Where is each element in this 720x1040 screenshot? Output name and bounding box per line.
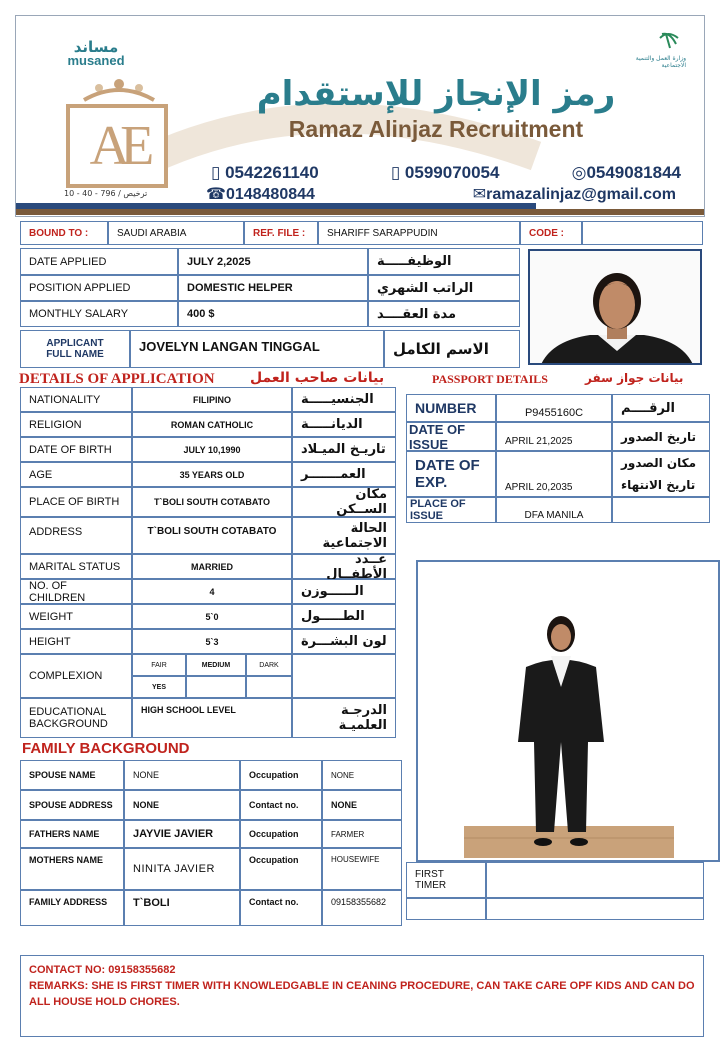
issue-date-label: DATE OF ISSUE [406, 422, 496, 451]
family-value2: HOUSEWIFE [322, 848, 402, 890]
phone-3: 0549081844 [586, 163, 681, 182]
family-heading: FAMILY BACKGROUND [22, 740, 190, 757]
place-of-issue-label: PLACE OF ISSUE [406, 497, 496, 523]
family-value: NONE [124, 790, 240, 820]
family-value: JAYVIE JAVIER [124, 820, 240, 848]
detail-label: DATE OF BIRTH [20, 437, 132, 462]
title-arabic: رمز الإنجاز للإستقدام [256, 74, 616, 114]
email: ramazalinjaz@gmail.com [486, 186, 676, 203]
name-ar: الاسم الكامل [384, 330, 520, 368]
phone-1: 0542261140 [225, 163, 319, 182]
family-key2: Occupation [240, 760, 322, 790]
experience-blank-3 [486, 898, 704, 920]
passport-heading-ar: بيانات جواز سفر [585, 371, 684, 385]
ref-label: REF. FILE : [244, 221, 318, 245]
issue-date: APRIL 21,2025 [496, 422, 612, 451]
family-key2: Contact no. [240, 890, 322, 926]
family-value2: NONE [322, 790, 402, 820]
passport-number-ar: الرقــــم [612, 394, 710, 422]
header-banner [15, 15, 705, 217]
full-body-image [418, 562, 720, 862]
salary-label: MONTHLY SALARY [20, 301, 178, 327]
passport-number-label: NUMBER [406, 394, 496, 422]
exp-date-ar [612, 451, 710, 497]
remarks-box [20, 955, 704, 1037]
family-value: NONE [124, 760, 240, 790]
detail-ar: الجنسيـــــة [292, 387, 396, 412]
position-label: POSITION APPLIED [20, 275, 178, 301]
applicant-portrait [528, 249, 702, 365]
applicant-full-body-photo [416, 560, 720, 862]
first-timer-1: FIRST [415, 869, 444, 880]
detail-label: ADDRESS [20, 517, 132, 554]
title-english: Ramaz Alinjaz Recruitment [288, 116, 584, 142]
passport-heading: PASSPORT DETAILS [432, 372, 548, 386]
landline: 0148480844 [225, 186, 315, 203]
family-key2: Contact no. [240, 790, 322, 820]
contact-row-2 [206, 184, 676, 204]
family-key2: Occupation [240, 820, 322, 848]
complexion-fair: FAIR [132, 654, 186, 676]
complexion-ar-blank [292, 654, 396, 698]
mobile-icon: ▯ [211, 163, 221, 182]
detail-label: NO. OF CHILDREN [20, 579, 132, 604]
complexion-medium: MEDIUM [186, 654, 246, 676]
detail-value: 4 [132, 579, 292, 604]
code-value [582, 221, 703, 245]
family-label: MOTHERS NAME [20, 848, 124, 890]
education-label-1: EDUCATIONAL [29, 706, 107, 718]
agency-logo: AE [66, 104, 168, 188]
experience-blank [486, 862, 704, 898]
detail-ar: العمـــــــر [292, 462, 396, 487]
bound-value: SAUDI ARABIA [108, 221, 244, 245]
email-icon: ✉ [472, 186, 487, 203]
exp-date-ar-text: تاريخ الانتهاء [621, 478, 696, 492]
musaned-logo: مساند musaned [67, 38, 125, 68]
detail-value: MARRIED [132, 554, 292, 579]
full-name-value: JOVELYN LANGAN TINGGAL [130, 330, 384, 368]
detail-ar: الــــــوزن [292, 579, 396, 604]
full-name-label-1: APPLICANT [46, 338, 104, 349]
details-heading: DETAILS OF APPLICATION [19, 371, 215, 387]
salary-value: 400 $ [178, 301, 368, 327]
detail-label: WEIGHT [20, 604, 132, 629]
logo-figures-icon [64, 76, 174, 106]
place-of-issue-ar: مكان الصدور [621, 456, 697, 470]
detail-value: FILIPINO [132, 387, 292, 412]
detail-value: 35 YEARS OLD [132, 462, 292, 487]
full-name-label [20, 330, 130, 368]
detail-value: ROMAN CATHOLIC [132, 412, 292, 437]
ministry-logo: وزارة العمل والتنمية الاجتماعية [616, 30, 686, 69]
family-value2: 09158355682 [322, 890, 402, 926]
family-value2: NONE [322, 760, 402, 790]
complexion-dark: DARK [246, 654, 292, 676]
education-value: HIGH SCHOOL LEVEL [132, 698, 292, 738]
first-timer-2: TIMER [415, 880, 447, 891]
portrait-image [530, 251, 702, 365]
remarks-text: REMARKS: SHE IS FIRST TIMER WITH KNOWLEDGABLE IN CEANING PROCEDURE, CAN TAKE CARE OPF KIDS AND CAN DO ALL HOUSE HOLD CHORES. [29, 980, 695, 1008]
family-value2: FARMER [322, 820, 402, 848]
detail-ar: تاريـخ الميـلاد [292, 437, 396, 462]
family-key2: Occupation [240, 848, 322, 890]
detail-label: AGE [20, 462, 132, 487]
detail-ar: الديانـــــة [292, 412, 396, 437]
family-value: T`BOLI [124, 890, 240, 926]
detail-ar: الطـــــول [292, 604, 396, 629]
detail-label: MARITAL STATUS [20, 554, 132, 579]
experience-blank-2 [406, 898, 486, 920]
family-label: FATHERS NAME [20, 820, 124, 848]
family-value: NINITA JAVIER [124, 848, 240, 890]
passport-number: P9455160C [496, 394, 612, 422]
issue-date-ar: تاريخ الصدور [612, 422, 710, 451]
exp-date: APRIL 20,2035 [496, 451, 612, 497]
education-ar: الدرجـة العلميـة [292, 698, 396, 738]
family-label: SPOUSE ADDRESS [20, 790, 124, 820]
ref-value: SHARIFF SARAPPUDIN [318, 221, 520, 245]
whatsapp-icon: ◎ [571, 163, 587, 182]
detail-label: PLACE OF BIRTH [20, 487, 132, 517]
complexion-medium-check [186, 676, 246, 698]
detail-value: T`BOLI SOUTH COTABATO [132, 517, 292, 554]
palm-icon [616, 30, 686, 50]
phone-row [211, 163, 681, 183]
details-heading-ar: بيانات صاحب العمل [250, 370, 385, 386]
license-text: ترخيص / 796 - 40 - 10 [64, 189, 148, 198]
complexion-label: COMPLEXION [20, 654, 132, 698]
detail-label: NATIONALITY [20, 387, 132, 412]
code-label: CODE : [520, 221, 582, 245]
education-label-2: BACKGROUND [29, 718, 108, 730]
detail-value: T`BOLI SOUTH COTABATO [132, 487, 292, 517]
remarks-contact: CONTACT NO: 09158355682 [29, 964, 176, 976]
detail-value: 5`3 [132, 629, 292, 654]
detail-ar: الحالة الاجتماعية [292, 517, 396, 554]
place-of-issue-ar-blank [612, 497, 710, 523]
detail-ar: عــدد الأطفــال [292, 554, 396, 579]
mobile-icon: ▯ [390, 163, 401, 182]
detail-value: 5`0 [132, 604, 292, 629]
contract-ar: مدة العقــــد [368, 301, 520, 327]
complexion-dark-check [246, 676, 292, 698]
telephone-icon: ☎ [206, 186, 226, 203]
detail-ar: لون البشـــرة [292, 629, 396, 654]
experience-cell [406, 862, 486, 898]
complexion-fair-check: YES [132, 676, 186, 698]
detail-ar: مكان الســكن [292, 487, 396, 517]
family-label: FAMILY ADDRESS [20, 890, 124, 926]
detail-label: RELIGION [20, 412, 132, 437]
education-label [20, 698, 132, 738]
place-of-issue: DFA MANILA [496, 497, 612, 523]
salary-ar: الراتب الشهري [368, 275, 520, 301]
detail-value: JULY 10,1990 [132, 437, 292, 462]
date-applied-label: DATE APPLIED [20, 248, 178, 275]
date-applied-value: JULY 2,2025 [178, 248, 368, 275]
family-label: SPOUSE NAME [20, 760, 124, 790]
phone-2: 0599070054 [404, 163, 500, 182]
exp-date-label: DATE OF EXP. [406, 451, 496, 497]
detail-label: HEIGHT [20, 629, 132, 654]
position-value: DOMESTIC HELPER [178, 275, 368, 301]
job-ar: الوظيفـــــة [368, 248, 520, 275]
bound-label: BOUND TO : [20, 221, 108, 245]
full-name-label-2: FULL NAME [46, 349, 104, 360]
